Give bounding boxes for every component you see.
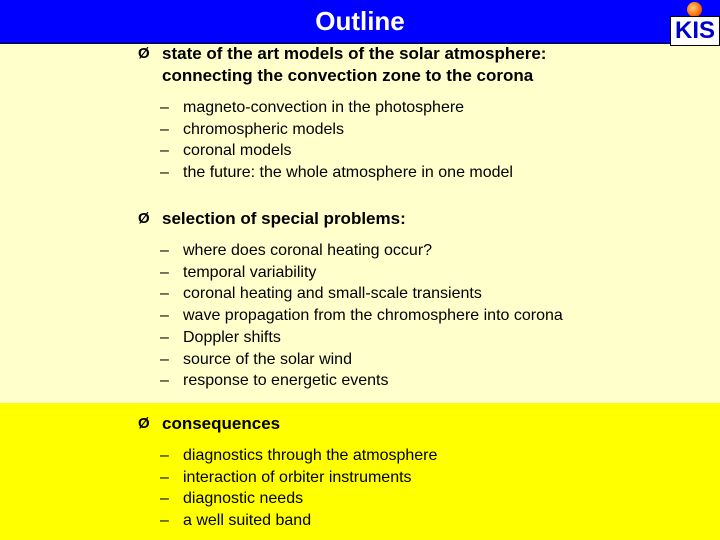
dash-bullet-icon: – bbox=[160, 285, 169, 303]
list-item-text: magneto-convection in the photosphere bbox=[183, 99, 465, 116]
dash-bullet-icon: – bbox=[160, 372, 169, 390]
logo-text: KIS bbox=[670, 16, 720, 46]
list-item bbox=[160, 162, 546, 184]
sub-list bbox=[138, 445, 437, 532]
dash-bullet-icon: – bbox=[160, 328, 169, 346]
list-item bbox=[160, 140, 546, 162]
list-item bbox=[160, 349, 563, 371]
section-state-of-the-art bbox=[138, 43, 546, 184]
kis-logo bbox=[668, 2, 720, 44]
list-item bbox=[160, 467, 437, 489]
list-item-text: temporal variability bbox=[183, 263, 317, 281]
section-heading bbox=[138, 208, 563, 230]
dash-bullet-icon: – bbox=[160, 468, 169, 486]
list-item-text: the future: the whole atmosphere in one model bbox=[183, 164, 513, 182]
list-item-text: diagnostics through the atmosphere bbox=[183, 447, 438, 464]
arrow-bullet-icon: Ø bbox=[138, 45, 150, 62]
heading-line: consequences bbox=[162, 414, 281, 433]
heading-line: connecting the convection zone to the corona bbox=[162, 66, 534, 85]
dash-bullet-icon: – bbox=[160, 263, 169, 281]
section-special-problems bbox=[138, 208, 563, 392]
title-bar bbox=[0, 0, 720, 44]
list-item bbox=[160, 119, 546, 141]
list-item-text: interaction of orbiter instruments bbox=[183, 468, 412, 486]
dash-bullet-icon: – bbox=[160, 447, 169, 464]
list-item-text: coronal models bbox=[183, 142, 292, 160]
dash-bullet-icon: – bbox=[160, 142, 169, 160]
list-item-text: coronal heating and small-scale transients bbox=[183, 285, 482, 303]
list-item bbox=[160, 240, 563, 262]
list-item-text: response to energetic events bbox=[183, 372, 389, 390]
list-item bbox=[160, 97, 546, 119]
list-item bbox=[160, 305, 563, 327]
dash-bullet-icon: – bbox=[160, 307, 169, 325]
sub-list bbox=[138, 97, 546, 184]
list-item bbox=[160, 510, 437, 532]
dash-bullet-icon: – bbox=[160, 512, 169, 530]
sub-list bbox=[138, 240, 563, 392]
heading-line: state of the art models of the solar atmosphere: bbox=[162, 44, 547, 63]
dash-bullet-icon: – bbox=[160, 120, 169, 138]
section-heading bbox=[138, 413, 437, 435]
list-item bbox=[160, 370, 563, 392]
slide-title: Outline bbox=[315, 6, 405, 36]
list-item-text: wave propagation from the chromosphere into corona bbox=[183, 307, 563, 325]
list-item-text: Doppler shifts bbox=[183, 328, 281, 346]
list-item-text: diagnostic needs bbox=[183, 490, 304, 508]
list-item bbox=[160, 283, 563, 305]
list-item bbox=[160, 262, 563, 284]
dash-bullet-icon: – bbox=[160, 350, 169, 368]
list-item-text: where does coronal heating occur? bbox=[183, 242, 433, 259]
dash-bullet-icon: – bbox=[160, 242, 169, 259]
section-consequences bbox=[138, 413, 437, 532]
list-item-text: a well suited band bbox=[183, 512, 312, 530]
list-item bbox=[160, 488, 437, 510]
sun-icon bbox=[687, 2, 702, 17]
arrow-bullet-icon: Ø bbox=[138, 210, 150, 227]
list-item-text: chromospheric models bbox=[183, 120, 344, 138]
list-item bbox=[160, 445, 437, 467]
list-item-text: source of the solar wind bbox=[183, 350, 352, 368]
heading-line: selection of special problems: bbox=[162, 209, 406, 228]
dash-bullet-icon: – bbox=[160, 164, 169, 182]
list-item bbox=[160, 327, 563, 349]
section-heading bbox=[138, 43, 546, 87]
dash-bullet-icon: – bbox=[160, 99, 169, 116]
arrow-bullet-icon: Ø bbox=[138, 415, 150, 432]
dash-bullet-icon: – bbox=[160, 490, 169, 508]
